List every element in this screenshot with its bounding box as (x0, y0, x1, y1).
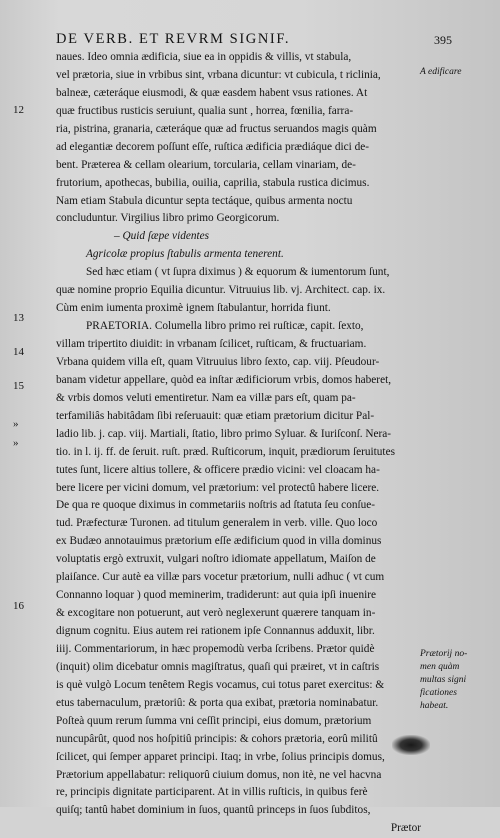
verse-line: – Quid ſæpe videntes (114, 230, 210, 243)
text-line: etus tabernaculum, prætoriû: & porta qua exibat, prætoria nominabatur. (56, 696, 379, 709)
text-line: ſcilicet, qui ſemper apparet principi. Itaq; in vrbe, ſolius principis domus, (56, 750, 385, 763)
text-line: quæ fructibus rusticis seruiunt, qualia sunt , horrea, fœnilia, farra- (56, 104, 354, 117)
text-line: tud. Præfecturæ Turonen. ad titulum generalem in verb. ville. Quo loco (56, 517, 378, 530)
text-line: ria, pistrina, granaria, cæteráque quæ ad fructus seruandos magis quàm (56, 122, 377, 135)
margin-number-15: 15 (13, 380, 24, 392)
text-line: terfamiliâs habitâdam ſibi reſeruauit: quæ etiam prætorium dicitur Pal- (56, 409, 375, 422)
text-line: banam videtur appellare, quòd ea inſtar ædificiorum vrbis, domos haberet, (56, 373, 392, 386)
text-line: bere licere per vicini domum, vel prætorium: vel protectû habere licere. (56, 481, 380, 494)
text-line: ex Budæo annotauimus prætorium eſſe ædificium quod in villa dominus (56, 535, 382, 548)
margin-number-16: 16 (13, 600, 24, 612)
text-line: tio. in l. ij. ff. de ſeruit. ruſt. præd. Ruſticorum, inquit, prædiorum ſeruitutes (56, 445, 395, 458)
text-line: bent. Præterea & cellam olearium, torcularia, cellam vinariam, de- (56, 158, 356, 171)
text-line: quæ nomine proprio Equilia dicuntur. Vitruuius lib. vj. Architect. cap. ix. (56, 284, 386, 297)
running-title: DE VERB. ET REVRM SIGNIF. (56, 31, 291, 47)
marginal-note-aedificare: A edificare (420, 67, 462, 77)
margin-mark: » (13, 437, 19, 449)
section-heading-line: PRAETORIA. Columella libro primo rei ruſticæ, capit. ſexto, (86, 320, 364, 333)
text-line: re, principis dignitate participarent. At in villis ruſticis, in quibus ferè (56, 786, 368, 799)
text-line: naues. Ideo omnia ædificia, siue ea in oppidis & villis, vt stabula, (56, 51, 352, 63)
text-line: voluptatis ergò extruxit, vulgari noſtro idiomate appellatum, Maiſon de (56, 553, 376, 566)
catchword: Prætor (390, 822, 421, 835)
body-text (56, 49, 421, 838)
text-line: balneæ, cæteráque eiusmodi, & quæ easdem habent vsus rationes. At (56, 86, 368, 99)
text-line: is què vulgò Locum tenêtem Regis vocamus, cui totus paret exercitus: & (56, 678, 385, 691)
text-line: & excogitare non potuerunt, aut verò neglexerunt quærere tanquam in- (56, 607, 376, 620)
margin-number-14: 14 (13, 346, 24, 358)
ink-smudge (392, 735, 430, 755)
text-line: plaiſance. Cur autè ea villæ pars vocetur prætorium, nulli adhuc ( vt cum (56, 571, 385, 584)
text-line: iiij. Commentariorum, in hæc propemodù verba ſcribens. Prætor quidè (56, 642, 375, 655)
text-line: Poſteà quum rerum ſumma vni ceſſit principi, eius domum, prætorium (56, 714, 372, 727)
text-line: De qua re quoque diximus in commetariis noſtris ad ſtatuta ſeu conſue- (56, 499, 376, 512)
text-line: nuncupârût, quod nos hoſpitiû principis: & cohors prætoria, eorû militû (56, 732, 378, 745)
text-line: Sed hæc etiam ( vt ſupra diximus ) & equorum & iumentorum ſunt, (86, 266, 390, 279)
verse-line: Agricolæ propius ſtabulis armenta tenerent. (86, 248, 284, 261)
marginal-note-line: multas signi (420, 675, 467, 685)
text-line: Nam etiam Stabula dicuntur septa tectáque, quibus armenta noctu (56, 194, 353, 207)
margin-mark: » (13, 418, 19, 430)
text-line: villam tripertito diuidit: in vrbanam ſcilicet, ruſticam, & fructuariam. (56, 338, 367, 350)
text-line: quiſq; tantû habet dominium in ſuos, quantû princeps in ſuos ſubditos, (56, 804, 371, 817)
text-line: vel prætoria, siue in vrbibus sint, vrbana dicuntur: vt cubicula, t riclinia, (56, 68, 381, 81)
marginal-note-line: Prætorij no- (420, 649, 468, 659)
margin-number-12: 12 (13, 104, 24, 116)
marginal-note-line: habeat. (420, 701, 449, 711)
text-line: concluduntur. Virgilius libro primo Georgicorum. (56, 212, 280, 225)
text-line: ladio lib. j. cap. viij. Martiali, ſtatio, libro primo Syluar. & Iuriſconſ. Nera- (56, 427, 392, 440)
text-line: Cùm enim iumenta proximè ignem ſtabulantur, horrida fiunt. (56, 302, 331, 315)
text-line: dignum cognitu. Eius autem rei rationem ipſe Connannus adduxit, libr. (56, 625, 375, 637)
text-line: frutorium, apothecas, bubilia, ouilia, caprilia, stabula rustica dicimus. (56, 176, 370, 189)
text-line: Prætorium appellabatur: reliquorû ciuium domus, non itè, ne vel hacvna (56, 768, 382, 781)
text-line: Vrbana quidem villa eſt, quam Vitruuius libro ſexto, cap. viij. Pſeudour- (56, 355, 380, 368)
text-line: & vrbis domos veluti ementiretur. Nam ea villæ pars eſt, quam pa- (56, 391, 356, 404)
text-line: tutes ſunt, licere altius tollere, & officere prædio vicini: vel cloacam ha- (56, 463, 380, 476)
text-line: Connanno loquar ) quod meminerim, tradiderunt: aut quia ipſi inuenire (56, 589, 377, 602)
marginal-note-line: men quàm (420, 662, 460, 672)
text-line: (inquit) olim dicebatur omnis magiſtratus, quaſi qui præiret, vt in caſtris (56, 660, 380, 673)
marginal-note-line: ficationes (420, 688, 457, 698)
text-line: ad elegantiæ decorem poſſunt eſſe, ruſtica ædificia prædiáque dici de- (56, 140, 370, 153)
marginal-note-praetorij (420, 648, 498, 713)
page-number: 395 (434, 33, 452, 47)
margin-number-13: 13 (13, 312, 24, 324)
